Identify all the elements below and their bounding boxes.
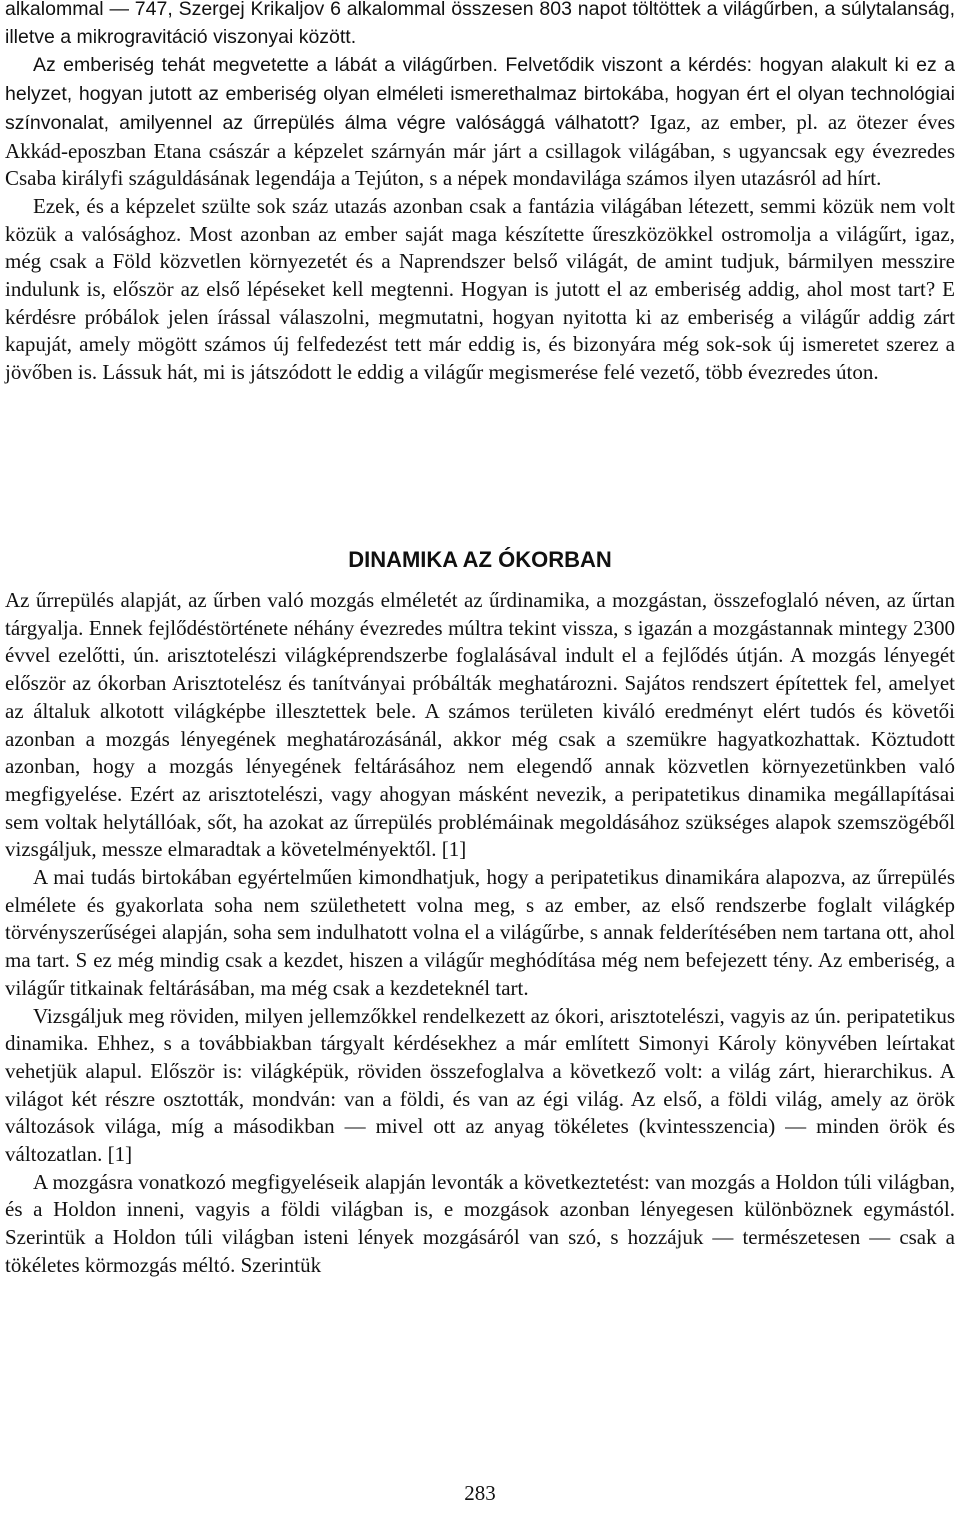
intro-paragraph-2-sans-part: Az emberiség tehát megvetette a lábát a világűrben. Felvetődik viszont a kérdés: hogyan alakult ki ez a helyzet, hogyan jutott az emberiség olyan elméleti ismerethalmaz birtokába, hogyan ért el olyan technológiai színvonalat, amilyennel az űrrepülés álma végre valósággá válhatott? [5, 54, 955, 134]
intro-paragraph-2-serif-rest: az ötezer éves Akkád-eposzban Etana császár a képzelet szárnyán már járt a csillagok világában, s ugyancsak egy évezredes Csaba királyfi száguldásának legendája a Tejúton, s a népek mondavilága számos ilyen utazásról ad hírt. [5, 109, 955, 191]
intro-paragraph-1: alkalommal — 747, Szergej Krikaljov 6 alkalommal összesen 803 napot töltöttek a világűrben, a súlytalanság, illetve a mikrogravitáció viszonyai között. [5, 0, 955, 48]
body-paragraph-2: A mai tudás birtokában egyértelműen kimondhatjuk, hogy a peripatetikus dinamikára alapozva, az űrrepülés elmélete és gyakorlata soha nem születhetett volna meg, s az ember, az első rendszerbe foglalt világkép törvényszerűségei alapján, soha sem indulhatott volna el a világűrbe, s annak felderítésében nem tartana ott, ahol ma tart. S ez még mindig csak a kezdet, hiszen a világűr meghódítása még nem befejezett tény. Az emberiség, a világűr titkainak feltárásában, ma még csak a kezdeteknél tart. [5, 865, 955, 1000]
body-paragraph-3: Vizsgáljuk meg röviden, milyen jellemzőkkel rendelkezett az ókori, arisztotelészi, vagyis az ún. peripatetikus dinamika. Ehhez, s a továbbiakban tárgyalt kérdésekhez a már említett Simonyi Károly könyvében leírtakat vehetjük alapul. Először is: világképük, röviden összefoglalva a következő volt: a világ zárt, hierarchikus. A világot két részre osztották, mondván: van a földi, és van az égi világ. Az első, a földi világ, amely az örök változások világa, míg a másodikban — mivel ott az anyag tökéletes (kvintesszencia) — minden örök és változatlan. [1] [5, 1003, 955, 1167]
intro-section [5, 0, 955, 387]
intro-paragraph-2 [5, 51, 955, 193]
intro-paragraph-2-serif-part: Igaz, az ember, pl. [649, 109, 828, 134]
page-number: 283 [464, 1481, 496, 1505]
section-heading: DINAMIKA AZ ÓKORBAN [348, 547, 612, 572]
intro-paragraph-3: Ezek, és a képzelet szülte sok száz utazás azonban csak a fantázia világában létezett, semmi közük nem volt közük a valósághoz. Most azonban az ember saját maga készítette űreszközökkel ostromolja a világűrt, igaz, még csak a Föld közvetlen környezetét és a Naprendszer belső világát, de amint tudjuk, bármilyen messzire indulunk is, először az első lépéseket kell megtenni. Hogyan is jutott el az emberiség addig, ahol most tart? E kérdésre próbálok jelen írással válaszolni, megmutatni, hogyan nyitotta ki az emberiség a világűr addig zárt kapuját, amely mögött számos új felfedezést tett már eddig is, és bizonyára még sok-sok új ismeretet szerez a jövőben is. Lássuk hát, mi is játszódott le eddig a világűr megismerése felé vezető, több évezredes úton. [5, 193, 955, 385]
body-paragraph-1: Az űrrepülés alapját, az űrben való mozgás elméletét az űrdinamika, a mozgástan, összefoglaló néven, az űrtan tárgyalja. Ennek fejlődéstörténete néhány évezredes múltra tekint vissza, s igazán a mozgástannak mintegy 2300 évvel ezelőtti, ún. arisztotelészi világképrendszerbe foglalásával indult el a fejlődés útján. A mozgás lényegét először az ókorban Arisztotelész és tanítványai próbálták meghatározni. Sajátos rendszert építettek fel, amelyet az általuk alkotott világképbe illesztettek bele. A számos területen kiváló eredményt elért tudós és követői azonban a mozgás lényegének meghatározásánál, akkor még csak a szemükre hagyatkozhattak. Köztudott azonban, hogy a mozgás lényegének feltárásához nem elegendő annak közvetlen környezetünkben való megfigyelése. Ezért az arisztotelészi, vagy ahogyan másként nevezik, a peripatetikus dinamika megállapításai sem voltak helytállóak, sőt, ha azokat az űrrepülés problémáinak megoldásához szükséges alapok szemszögéből vizsgáljuk, messze elmaradtak a követelményektől. [1] [5, 588, 955, 862]
body-paragraph-4: A mozgásra vonatkozó megfigyeléseik alapján levonták a következtetést: van mozgás a Holdon túli világban, és a Holdon inneni, vagyis a földi világban is, e mozgások azonban lényegesen különböznek egymástól. Szerintük a Holdon túli világban isteni lények mozgásáról van szó, s hozzájuk — természetesen — csak a tökéletes körmozgás méltó. Szerintük [5, 1169, 955, 1277]
main-section [5, 587, 955, 1280]
